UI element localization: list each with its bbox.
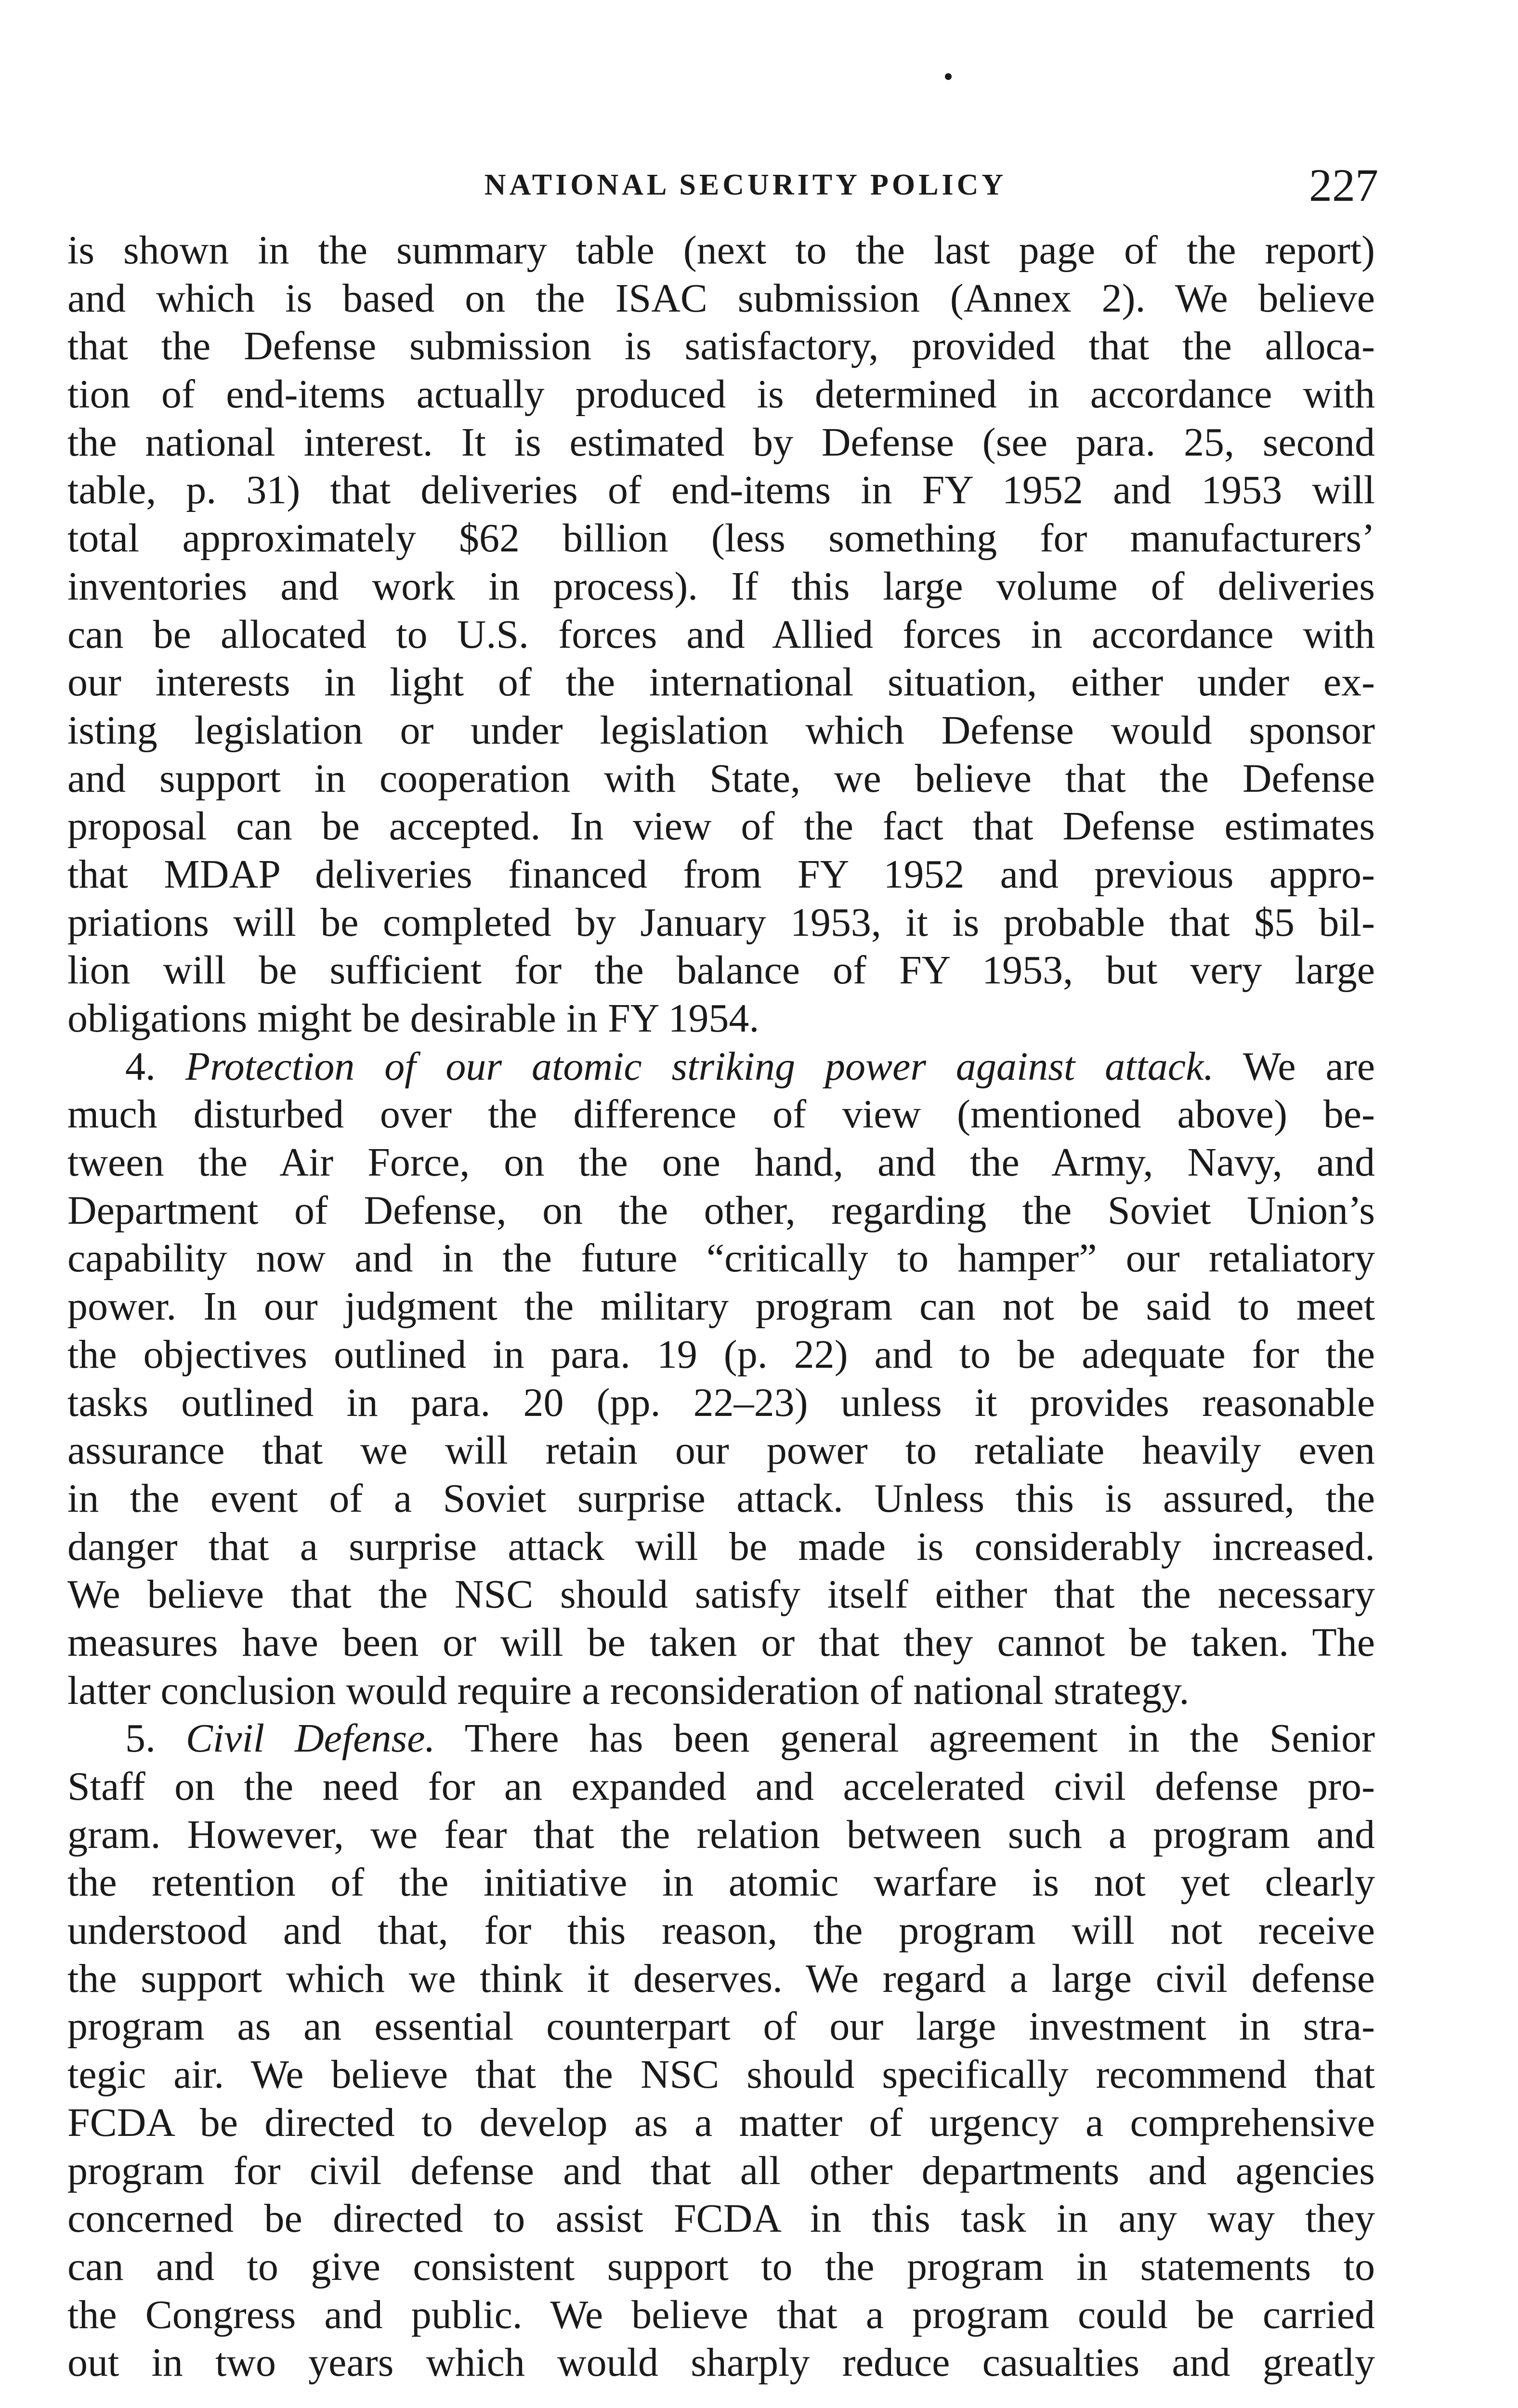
text-line: obligations might be desirable in FY 1954. bbox=[67, 996, 759, 1041]
text-line bbox=[67, 1043, 1375, 1091]
text-line: We believe that the NSC should satisfy itself either that the necessary bbox=[67, 1572, 1375, 1617]
text-line: much disturbed over the difference of view (mentioned above) be- bbox=[67, 1092, 1375, 1137]
ink-dot-mark bbox=[945, 73, 952, 80]
text-line: priations will be completed by January 1953, it is probable that $5 bil- bbox=[67, 900, 1375, 945]
text-line: in the event of a Soviet surprise attack. Unless this is assured, the bbox=[67, 1476, 1375, 1521]
text-line: tween the Air Force, on the one hand, and the Army, Navy, and bbox=[67, 1140, 1375, 1185]
item-heading: Civil Defense. bbox=[185, 1716, 435, 1761]
text-line: program as an essential counterpart of our large investment in stra- bbox=[67, 2004, 1375, 2049]
text-line: can be allocated to U.S. forces and Allied forces in accordance with bbox=[67, 612, 1375, 657]
text-line: Staff on the need for an expanded and accelerated civil defense pro- bbox=[67, 1764, 1375, 1809]
text-line: tasks outlined in para. 20 (pp. 22–23) unless it provides reasonable bbox=[67, 1380, 1375, 1425]
page-number: 227 bbox=[1309, 159, 1378, 211]
text-line: proposal can be accepted. In view of the fact that Defense estimates bbox=[67, 804, 1375, 849]
text-line: inventories and work in process). If this large volume of deliveries bbox=[67, 563, 1375, 609]
text-line: table, p. 31) that deliveries of end-items in FY 1952 and 1953 will bbox=[67, 468, 1375, 513]
paragraph-item-5 bbox=[67, 1714, 1375, 2387]
text-line: isting legislation or under legislation which Defense would sponsor bbox=[67, 707, 1375, 753]
text-line: power. In our judgment the military program can not be said to meet bbox=[67, 1284, 1375, 1329]
text-line: that MDAP deliveries financed from FY 1952 and previous appro- bbox=[67, 851, 1375, 897]
text-line: latter conclusion would require a reconsideration of national strategy. bbox=[67, 1668, 1190, 1713]
text-line: danger that a surprise attack will be made is considerably increased. bbox=[67, 1524, 1375, 1569]
item-heading: Protection of our atomic striking power against attack. bbox=[185, 1044, 1214, 1089]
text-line: measures have been or will be taken or that they cannot be taken. The bbox=[67, 1620, 1375, 1665]
text-line: that the Defense submission is satisfactory, provided that the alloca- bbox=[67, 324, 1375, 369]
text-line: concerned be directed to assist FCDA in this task in any way they bbox=[67, 2196, 1375, 2241]
text-line: and which is based on the ISAC submission (Annex 2). We believe bbox=[67, 275, 1375, 321]
text-line: program for civil defense and that all other departments and agencies bbox=[67, 2148, 1375, 2193]
text-line: FCDA be directed to develop as a matter of urgency a comprehensive bbox=[67, 2100, 1375, 2145]
text-line: the Congress and public. We believe that a program could be carried bbox=[67, 2292, 1375, 2337]
text-line: out in two years which would sharply reduce casualties and greatly bbox=[67, 2340, 1375, 2385]
paragraph-item-4 bbox=[67, 1043, 1375, 1715]
text-line: Department of Defense, on the other, regarding the Soviet Union’s bbox=[67, 1188, 1375, 1233]
text-line: gram. However, we fear that the relation between such a program and bbox=[67, 1812, 1375, 1857]
body-text bbox=[67, 226, 1375, 2387]
text-line bbox=[67, 1714, 1375, 1763]
running-title: NATIONAL SECURITY POLICY bbox=[484, 169, 1007, 201]
text-line: tion of end-items actually produced is determined in accordance with bbox=[67, 372, 1375, 417]
text-line: capability now and in the future “critically to hamper” our retaliatory bbox=[67, 1236, 1375, 1281]
text-line: can and to give consistent support to the program in statements to bbox=[67, 2244, 1375, 2289]
text-line: understood and that, for this reason, the program will not receive bbox=[67, 1908, 1375, 1953]
text-line: our interests in light of the international situation, either under ex- bbox=[67, 660, 1375, 705]
text-line: the national interest. It is estimated by Defense (see para. 25, second bbox=[67, 419, 1375, 465]
text-line: tegic air. We believe that the NSC should specifically recommend that bbox=[67, 2052, 1375, 2097]
text-line: the support which we think it deserves. We regard a large civil defense bbox=[67, 1956, 1375, 2001]
text-line: the objectives outlined in para. 19 (p. 22) and to be adequate for the bbox=[67, 1332, 1375, 1377]
item-first-line-text: There has been general agreement in the Senior bbox=[464, 1716, 1375, 1761]
text-line: total approximately $62 billion (less something for manufacturers’ bbox=[67, 516, 1375, 561]
text-line: is shown in the summary table (next to the last page of the report) bbox=[67, 228, 1375, 273]
paragraph-continued bbox=[67, 226, 1375, 1043]
item-number: 5. bbox=[125, 1716, 156, 1761]
text-line: lion will be sufficient for the balance of FY 1953, but very large bbox=[67, 948, 1375, 993]
text-line: the retention of the initiative in atomic warfare is not yet clearly bbox=[67, 1860, 1375, 1905]
text-line: and support in cooperation with State, we believe that the Defense bbox=[67, 756, 1375, 801]
item-number: 4. bbox=[125, 1044, 156, 1089]
text-line: assurance that we will retain our power to retaliate heavily even bbox=[67, 1428, 1375, 1473]
item-first-line-text: We are bbox=[1243, 1044, 1375, 1089]
